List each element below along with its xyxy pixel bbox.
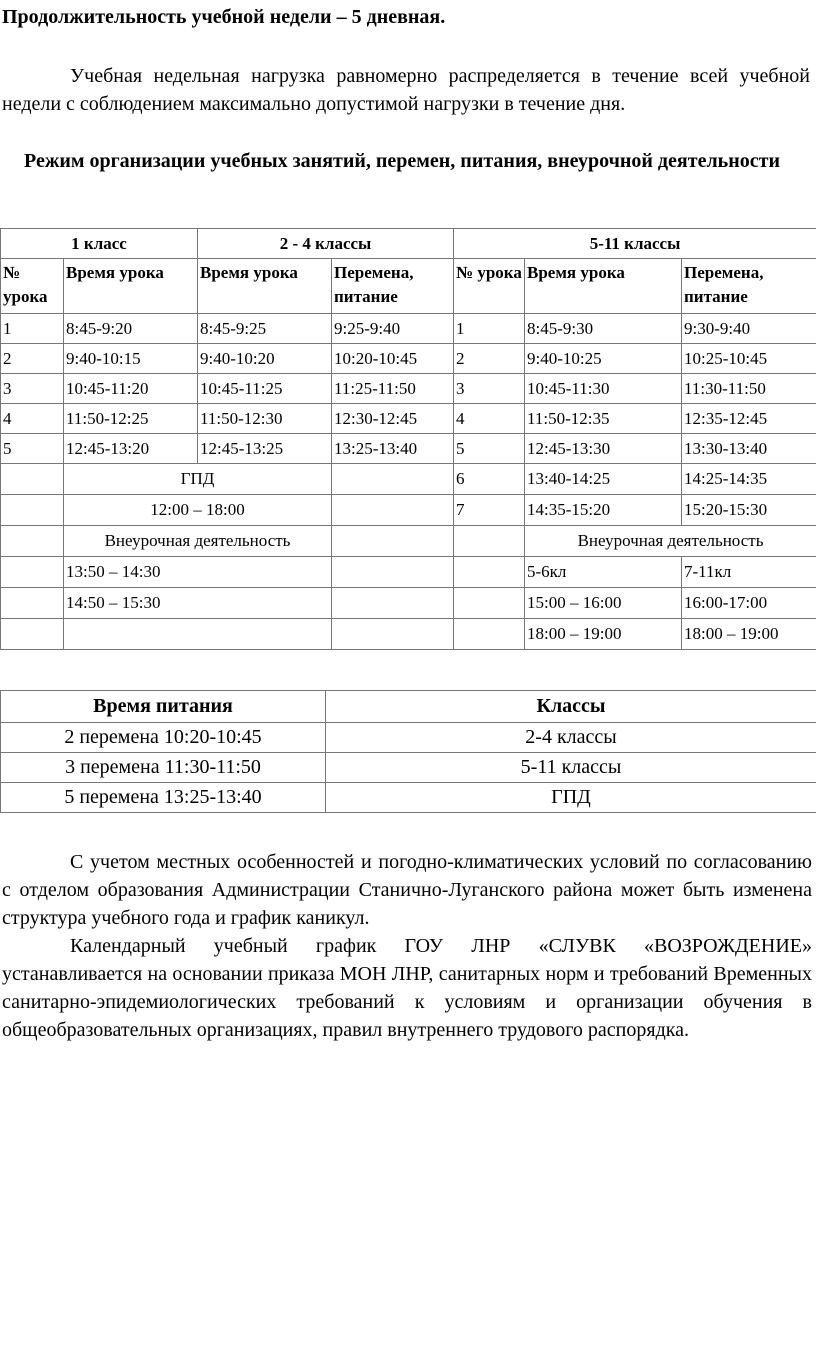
- table-cell: [332, 526, 454, 557]
- meals-header-row: [1, 691, 816, 723]
- extracurricular-label-right: Внеурочная деятельность: [525, 526, 816, 557]
- table-cell: 12:45-13:25: [198, 434, 332, 464]
- table-cell: 5-6кл: [525, 557, 682, 588]
- table-row: [1, 434, 816, 464]
- table-cell: [1, 588, 64, 619]
- table-cell: 5: [454, 434, 525, 464]
- table-cell: 18:00 – 19:00: [682, 619, 816, 650]
- table-cell: 10:20-10:45: [332, 344, 454, 374]
- table-cell: [332, 619, 454, 650]
- table-cell: [1, 526, 64, 557]
- paragraph-local-conditions: С учетом местных особенностей и погодно-климатических условий по согласованию с отделом образования Администрации Станично-Луганского района может быть изменена структура учебного года и график каникул.: [2, 851, 812, 929]
- table-cell: 2-4 классы: [326, 723, 816, 753]
- table-cell: 11:25-11:50: [332, 374, 454, 404]
- document-heading: Продолжительность учебной недели – 5 дневная.: [2, 6, 446, 28]
- intro-paragraph: Учебная недельная нагрузка равномерно распределяется в течение всей учебной недели с соблюдением максимально допустимой нагрузки в течение дня.: [2, 65, 810, 115]
- table-cell: 9:30-9:40: [682, 314, 816, 344]
- table-cell: 2 перемена 10:20-10:45: [1, 723, 326, 753]
- paragraph-calendar-schedule: Календарный учебный график ГОУ ЛНР «СЛУВК «ВОЗРОЖДЕНИЕ» устанавливается на основании приказа МОН ЛНР, санитарных норм и требований Временных санитарно-эпидемиологических требований к условиям и организации обучения в общеобразовательных организациях, правил внутреннего трудового распорядка.: [2, 935, 812, 1041]
- table-cell: [332, 464, 454, 495]
- table-row: [1, 588, 816, 619]
- table-cell: [1, 619, 64, 650]
- table-cell: 16:00-17:00: [682, 588, 816, 619]
- table-cell: 10:45-11:25: [198, 374, 332, 404]
- table-cell: 5 перемена 13:25-13:40: [1, 783, 326, 813]
- col-header-lesson-time: Время урока: [64, 259, 198, 314]
- table-cell: 12:45-13:30: [525, 434, 682, 464]
- table-cell: 8:45-9:30: [525, 314, 682, 344]
- table-cell: 15:20-15:30: [682, 495, 816, 526]
- table-cell: 13:25-13:40: [332, 434, 454, 464]
- extracurricular-time: 14:50 – 15:30: [64, 588, 332, 619]
- table-cell: 3 перемена 11:30-11:50: [1, 753, 326, 783]
- table-cell: 10:45-11:20: [64, 374, 198, 404]
- table-cell: 9:40-10:25: [525, 344, 682, 374]
- table-cell: 2: [1, 344, 64, 374]
- table-cell: 11:50-12:35: [525, 404, 682, 434]
- col-header-lesson-time: Время урока: [525, 259, 682, 314]
- table-row: [1, 314, 816, 344]
- table-cell: 9:25-9:40: [332, 314, 454, 344]
- table-cell: [64, 619, 332, 650]
- table-cell: 9:40-10:20: [198, 344, 332, 374]
- meals-table: [0, 690, 816, 813]
- col-header-lesson-no: № урока: [454, 259, 525, 314]
- table-cell: [454, 619, 525, 650]
- table-cell: [332, 495, 454, 526]
- meals-col-header-time: Время питания: [1, 691, 326, 723]
- table-cell: 3: [1, 374, 64, 404]
- schedule-column-header-row: [1, 259, 816, 314]
- section-title: Режим организации учебных занятий, перемен, питания, внеурочной деятельности: [24, 150, 780, 172]
- table-row: [1, 344, 816, 374]
- table-cell: [332, 588, 454, 619]
- table-cell: 9:40-10:15: [64, 344, 198, 374]
- table-cell: [1, 495, 64, 526]
- schedule-group-header-row: [1, 229, 816, 259]
- table-row: [1, 753, 816, 783]
- table-cell: 11:50-12:30: [198, 404, 332, 434]
- col-header-lesson-no: № урока: [1, 259, 64, 314]
- table-cell: ГПД: [326, 783, 816, 813]
- table-cell: 12:35-12:45: [682, 404, 816, 434]
- table-cell: 14:25-14:35: [682, 464, 816, 495]
- table-cell: 14:35-15:20: [525, 495, 682, 526]
- table-cell: 5-11 классы: [326, 753, 816, 783]
- table-cell: 7-11кл: [682, 557, 816, 588]
- col-header-break: Перемена, питание: [682, 259, 816, 314]
- table-row: [1, 557, 816, 588]
- table-cell: 4: [1, 404, 64, 434]
- group-header-2-4-classes: 2 - 4 классы: [198, 229, 454, 259]
- table-row: [1, 374, 816, 404]
- table-cell: 12:30-12:45: [332, 404, 454, 434]
- extracurricular-time: 13:50 – 14:30: [64, 557, 332, 588]
- table-cell: [454, 526, 525, 557]
- table-cell: [454, 557, 525, 588]
- table-cell: 4: [454, 404, 525, 434]
- schedule-table: [0, 228, 816, 650]
- table-cell: 6: [454, 464, 525, 495]
- extracurricular-label-left: Внеурочная деятельность: [64, 526, 332, 557]
- gpd-label: ГПД: [64, 464, 332, 495]
- table-cell: 18:00 – 19:00: [525, 619, 682, 650]
- gpd-time: 12:00 – 18:00: [64, 495, 332, 526]
- table-cell: 13:40-14:25: [525, 464, 682, 495]
- table-cell: 3: [454, 374, 525, 404]
- table-cell: 15:00 – 16:00: [525, 588, 682, 619]
- table-cell: [1, 464, 64, 495]
- table-cell: [332, 557, 454, 588]
- table-cell: 13:30-13:40: [682, 434, 816, 464]
- meals-col-header-classes: Классы: [326, 691, 816, 723]
- table-cell: 5: [1, 434, 64, 464]
- table-cell: 10:25-10:45: [682, 344, 816, 374]
- table-row: [1, 404, 816, 434]
- group-header-5-11-classes: 5-11 классы: [454, 229, 816, 259]
- table-row: [1, 495, 816, 526]
- table-cell: 1: [454, 314, 525, 344]
- table-row: [1, 526, 816, 557]
- table-cell: 8:45-9:25: [198, 314, 332, 344]
- table-cell: 8:45-9:20: [64, 314, 198, 344]
- table-cell: 2: [454, 344, 525, 374]
- table-cell: 10:45-11:30: [525, 374, 682, 404]
- table-row: [1, 464, 816, 495]
- table-row: [1, 619, 816, 650]
- col-header-break: Перемена, питание: [332, 259, 454, 314]
- table-cell: [1, 557, 64, 588]
- group-header-1-class: 1 класс: [1, 229, 198, 259]
- table-cell: 11:50-12:25: [64, 404, 198, 434]
- table-row: [1, 723, 816, 753]
- table-cell: 11:30-11:50: [682, 374, 816, 404]
- table-cell: 1: [1, 314, 64, 344]
- table-cell: 7: [454, 495, 525, 526]
- table-cell: [454, 588, 525, 619]
- table-row: [1, 783, 816, 813]
- table-cell: 12:45-13:20: [64, 434, 198, 464]
- col-header-lesson-time: Время урока: [198, 259, 332, 314]
